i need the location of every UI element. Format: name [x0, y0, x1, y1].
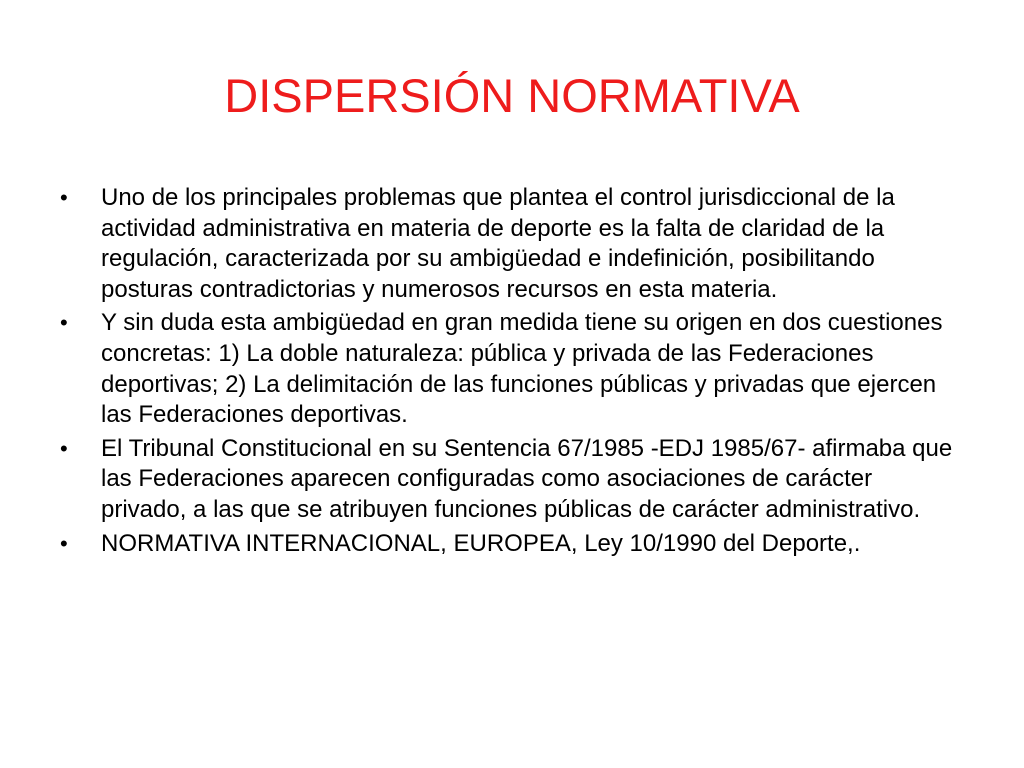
bullet-icon: • [60, 530, 68, 556]
bullet-item [60, 434, 960, 526]
slide-title: DISPERSIÓN NORMATIVA [224, 69, 800, 122]
bullet-item [60, 183, 960, 305]
bullet-text: NORMATIVA INTERNACIONAL, EUROPEA, Ley 10/1990 del Deporte,. [101, 529, 861, 557]
bullet-icon: • [60, 310, 68, 336]
bullet-item [60, 308, 960, 430]
bullet-text: Uno de los principales problemas que plantea el control jurisdiccional de la actividad administrativa en materia de deporte es la falta de claridad de la regulación, caracterizada por su ambigüedad e indefinición, posibilitando posturas contradictorias y numerosos recursos en esta materia. [101, 184, 895, 303]
bullet-list [60, 183, 960, 562]
bullet-text: El Tribunal Constitucional en su Sentencia 67/1985 -EDJ 1985/67- afirmaba que las Federaciones aparecen configuradas como asociaciones de carácter privado, a las que se atribuyen funciones públicas de carácter administrativo. [101, 434, 953, 523]
bullet-icon: • [60, 435, 68, 461]
bullet-icon: • [60, 185, 68, 210]
bullet-item [60, 529, 960, 560]
bullet-text: Y sin duda esta ambigüedad en gran medida tiene su origen en dos cuestiones concretas: 1) La doble naturaleza: pública y privada de las Federaciones deportivas; 2) La delimitación de las funciones públicas y privadas que ejercen las Federaciones deportivas. [101, 309, 943, 429]
